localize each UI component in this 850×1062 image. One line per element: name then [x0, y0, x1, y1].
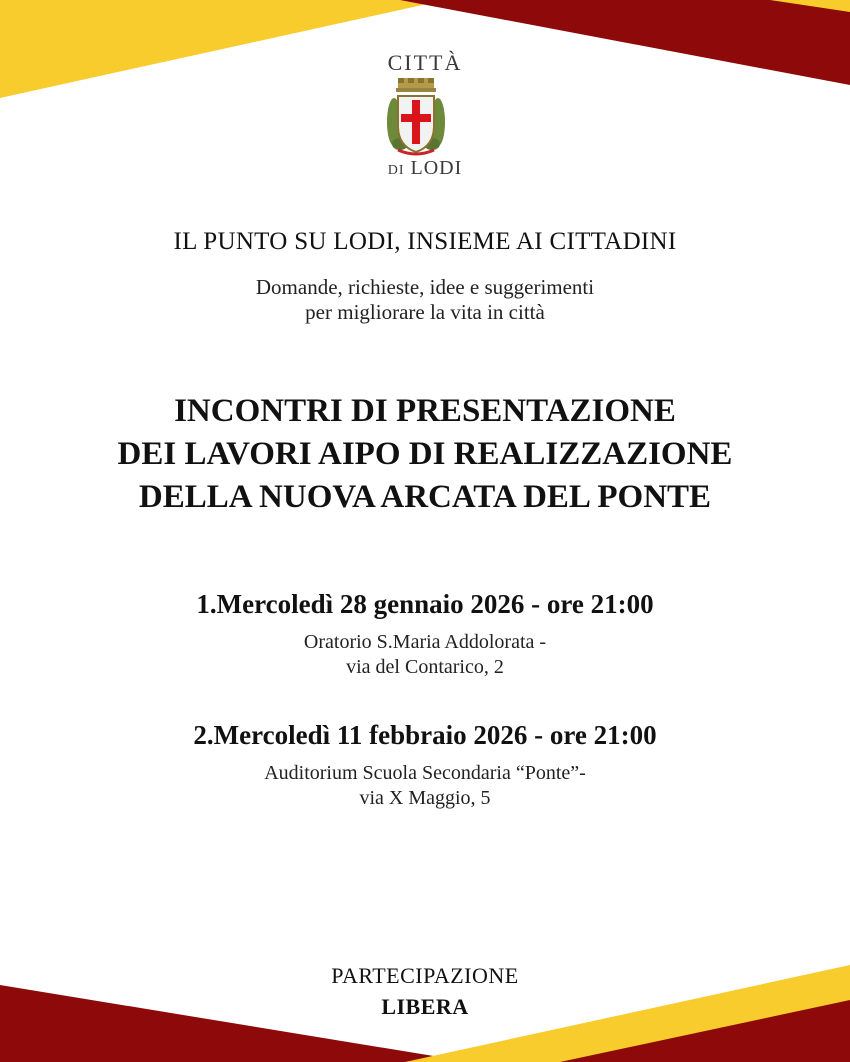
event-2-venue-line-1: Auditorium Scuola Secondaria “Ponte”-: [264, 762, 586, 784]
top-yellow-band: [0, 0, 445, 98]
logo-city-text: CITTÀ: [387, 50, 463, 75]
footer-line-1: PARTECIPAZIONE: [331, 963, 519, 988]
subheadline-line-2: per migliorare la vita in città: [305, 300, 545, 324]
event-1-venue-line-1: Oratorio S.Maria Addolorata -: [303, 631, 547, 653]
logo-di-text: DI: [387, 163, 405, 178]
event-1-venue-line-2: via del Contarico, 2: [346, 656, 504, 678]
footer-line-2: LIBERA: [381, 994, 469, 1019]
event-2-venue-line-2: via X Maggio, 5: [359, 787, 491, 809]
title-line-3: DELLA NUOVA ARCATA DEL PONTE: [138, 479, 712, 515]
logo-lodi-text: [0, 157, 850, 180]
subheadline-line-1: Domande, richieste, idee e suggerimenti: [255, 275, 595, 299]
event-1-date: 1.Mercoledì 28 gennaio 2026 - ore 21:00: [196, 589, 654, 619]
title-line-2: DEI LAVORI AIPO DI REALIZZAZIONE: [117, 436, 733, 472]
logo-name-text: LODI: [410, 157, 463, 179]
title-line-1: INCONTRI DI PRESENTAZIONE: [174, 393, 676, 429]
city-crest-icon: [384, 76, 448, 158]
page-headline: IL PUNTO SU LODI, INSIEME AI CITTADINI: [173, 228, 677, 255]
event-2-date: 2.Mercoledì 11 febbraio 2026 - ore 21:00: [193, 720, 657, 750]
